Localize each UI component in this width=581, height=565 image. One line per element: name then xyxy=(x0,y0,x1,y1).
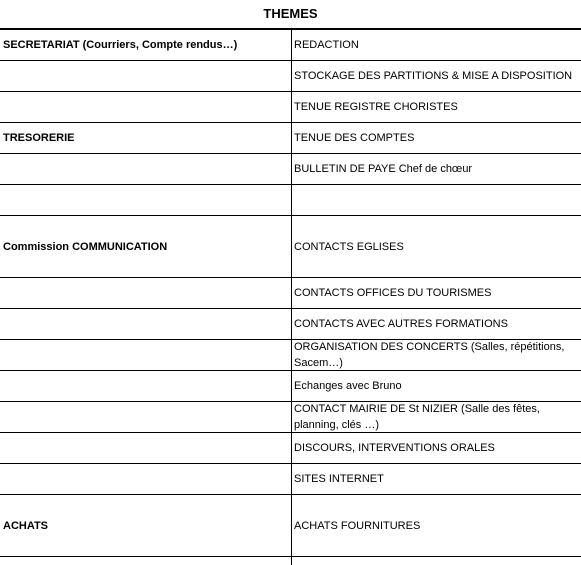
theme-cell: CONTACT MAIRIE DE St NIZIER (Salle des fêtes, planning, clés …) xyxy=(294,403,540,431)
theme-cell: CONTACTS OFFICES DU TOURISMES xyxy=(294,287,492,299)
category-cell xyxy=(0,433,291,463)
theme-cell xyxy=(292,185,581,215)
category-cell: TRESORERIE xyxy=(3,132,75,144)
category-cell xyxy=(0,340,291,370)
themes-title: THEMES xyxy=(263,6,318,21)
themes-table xyxy=(0,28,581,563)
category-cell xyxy=(0,185,291,215)
theme-cell: STOCKAGE DES PARTITIONS & MISE A DISPOSITION xyxy=(294,70,573,82)
category-cell xyxy=(0,92,291,122)
theme-cell: TENUE DES COMPTES xyxy=(294,132,415,144)
category-cell xyxy=(0,402,291,432)
category-cell xyxy=(0,464,291,494)
theme-cell: TENUE REGISTRE CHORISTES xyxy=(294,101,458,113)
theme-cell: DISCOURS, INTERVENTIONS ORALES xyxy=(294,442,495,454)
category-cell xyxy=(0,61,291,91)
theme-cell: SITES INTERNET xyxy=(294,473,384,485)
category-cell: SECRETARIAT (Courriers, Compte rendus…) xyxy=(3,39,238,51)
category-cell: ACHATS xyxy=(3,519,49,532)
category-cell: Commission COMMUNICATION xyxy=(3,240,168,253)
theme-cell: CONTACTS EGLISES xyxy=(294,240,404,253)
theme-cell: BULLETIN DE PAYE Chef de chœur xyxy=(294,163,473,175)
theme-cell: Echanges avec Bruno xyxy=(294,380,402,392)
category-cell xyxy=(0,371,291,401)
column-divider xyxy=(291,30,292,565)
category-cell xyxy=(0,309,291,339)
category-cell xyxy=(0,278,291,308)
category-cell xyxy=(0,154,291,184)
theme-cell: CONTACTS AVEC AUTRES FORMATIONS xyxy=(294,318,508,330)
theme-cell: ACHATS FOURNITURES xyxy=(294,519,421,532)
theme-cell: ORGANISATION DES CONCERTS (Salles, répétitions, Sacem…) xyxy=(294,341,565,369)
theme-cell: REDACTION xyxy=(294,39,359,51)
